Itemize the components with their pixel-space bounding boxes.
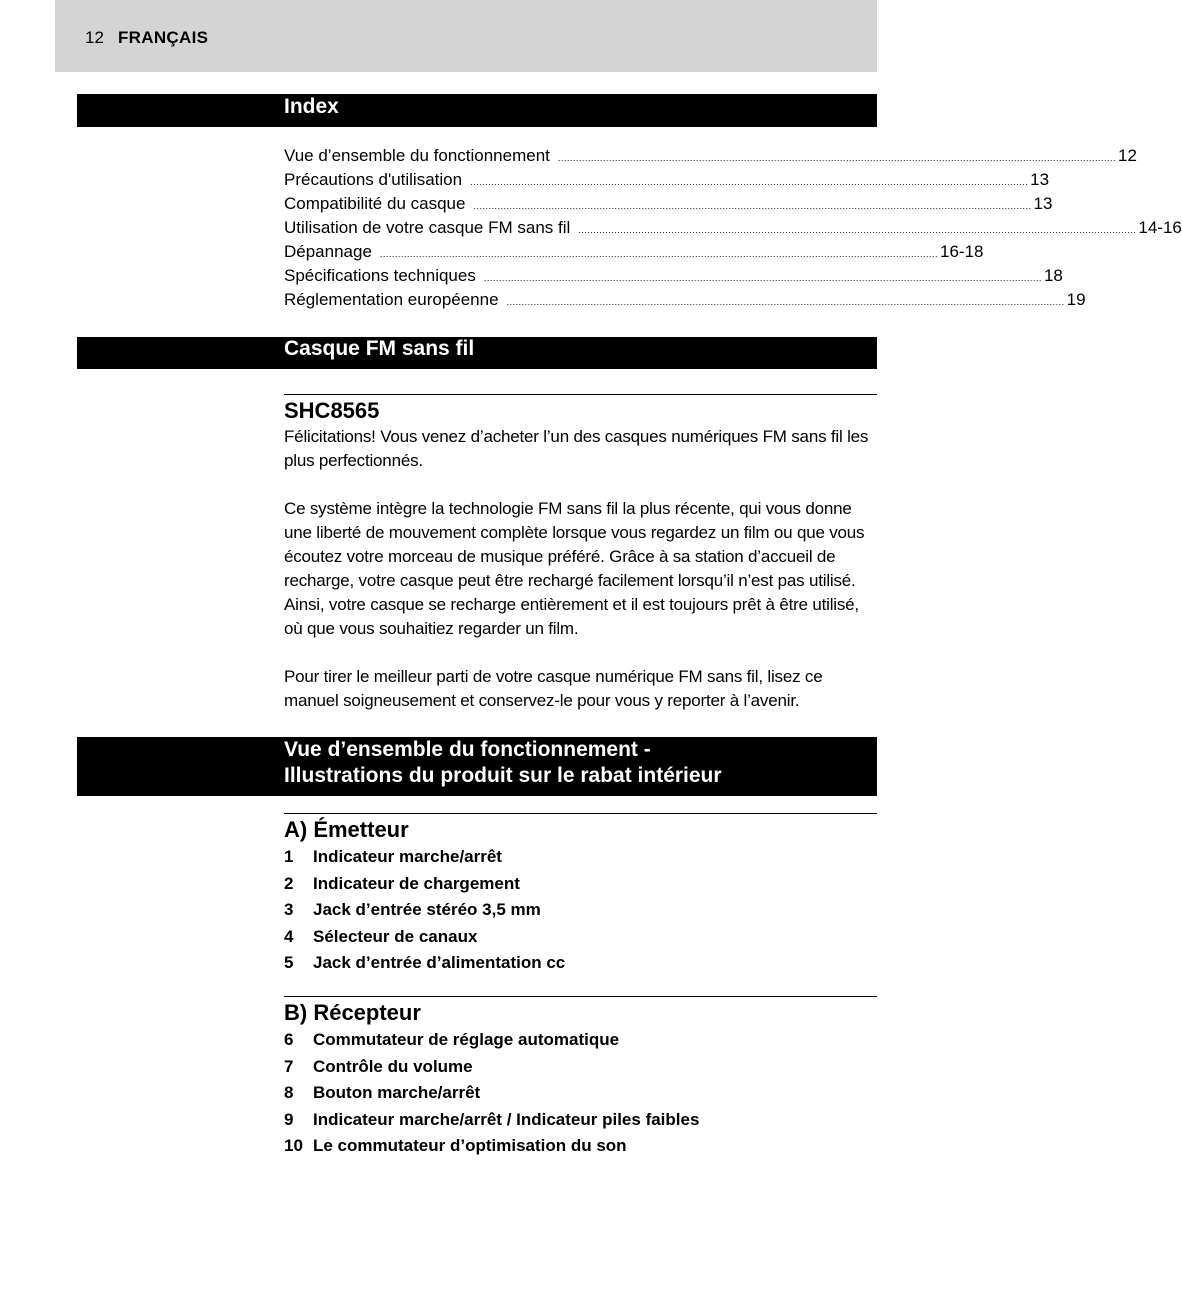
toc-entry-page: 16-18 [940,242,984,261]
intro-paragraph: Félicitations! Vous venez d’acheter l’un des casques numériques FM sans fil les plus perfectionnés. [284,427,869,470]
casque-heading-bar [77,337,877,369]
list-item: 2 Indicateur de chargement [284,873,520,893]
toc-leader: .......................................................................................................................................................................................... [483,273,1042,283]
page-header [55,0,877,72]
toc-entry-label: Compatibilité du casque [284,194,466,213]
emetteur-heading: A) Émetteur [284,817,409,842]
language-label: FRANÇAIS [118,28,209,47]
toc-entry[interactable] [284,192,1053,216]
list-item: 8 Bouton marche/arrêt [284,1083,481,1102]
toc-entry-page: 14-16 [1138,218,1182,237]
toc-entry-page: 19 [1066,290,1086,309]
overview-title-line2: Illustrations du produit sur le rabat intérieur [284,764,722,787]
toc-entry-page: 18 [1043,266,1063,285]
emetteur-list [284,844,565,977]
divider [284,996,877,997]
list-item: 3 Jack d’entrée stéréo 3,5 mm [284,900,541,919]
toc-leader: .......................................................................................................................................................................................... [379,249,939,259]
toc-leader: .......................................................................................................................................................................................... [557,153,1116,163]
casque-title: Casque FM sans fil [284,337,475,360]
toc-entry[interactable] [284,144,1137,168]
divider [284,813,877,814]
index-title: Index [284,95,339,118]
toc-leader: .......................................................................................................................................................................................... [506,297,1065,307]
toc-entry-page: 13 [1030,170,1050,189]
toc-entry[interactable] [284,168,1050,192]
body-paragraph: Pour tirer le meilleur parti de votre casque numérique FM sans fil, lisez ce manuel soigneusement et conservez-le pour vous y reporter à l’avenir. [284,667,823,710]
toc-entry-label: Réglementation européenne [284,290,499,309]
page-number: 12 [85,28,104,47]
toc-entry[interactable] [284,216,1182,240]
list-item: 1 Indicateur marche/arrêt [284,847,502,866]
overview-heading-bar [77,737,877,796]
overview-title-line1: Vue d’ensemble du fonctionnement - [284,738,651,761]
list-item: 9 Indicateur marche/arrêt / Indicateur piles faibles [284,1109,700,1129]
toc-entry-page: 12 [1117,146,1137,165]
toc-leader: .......................................................................................................................................................................................... [470,177,1029,187]
toc-entry-page: 13 [1033,194,1053,213]
recepteur-heading: B) Récepteur [284,1000,421,1025]
toc-entry[interactable] [284,288,1086,312]
index-heading-bar [77,94,877,127]
toc-entry-label: Précautions d'utilisation [284,170,463,189]
toc-entry-label: Vue d’ensemble du fonctionnement [284,146,550,165]
list-item: 7 Contrôle du volume [284,1056,473,1076]
toc-leader: .......................................................................................................................................................................................... [578,225,1137,235]
toc-entry-label: Dépannage [284,242,372,261]
body-paragraph: Ce système intègre la technologie FM sans fil la plus récente, qui vous donne une liberté de mouvement complète lorsque vous regardez un film ou que vous écoutez votre morceau de musique préféré. Grâce à sa station d’accueil de recharge, votre casque peut être rechargé facilement lorsqu’il n’est pas utilisé. Ainsi, votre casque se recharge entièrement et il est toujours prêt à être utilisé, où que vous souhaitiez regarder un film. [284,499,865,638]
toc-entry[interactable] [284,264,1063,288]
recepteur-list [284,1027,699,1160]
toc-entry-label: Spécifications techniques [284,266,476,285]
list-item: 6 Commutateur de réglage automatique [284,1030,620,1049]
list-item: 10 Le commutateur d’optimisation du son [284,1136,627,1155]
divider [284,394,877,395]
toc-leader: .......................................................................................................................................................................................... [473,201,1032,211]
toc-entry-label: Utilisation de votre casque FM sans fil [284,218,571,237]
list-item: 5 Jack d’entrée d’alimentation cc [284,953,566,972]
toc-entry[interactable] [284,240,984,264]
list-item: 4 Sélecteur de canaux [284,926,478,946]
index-toc [284,144,1182,312]
model-heading: SHC8565 [284,398,380,423]
